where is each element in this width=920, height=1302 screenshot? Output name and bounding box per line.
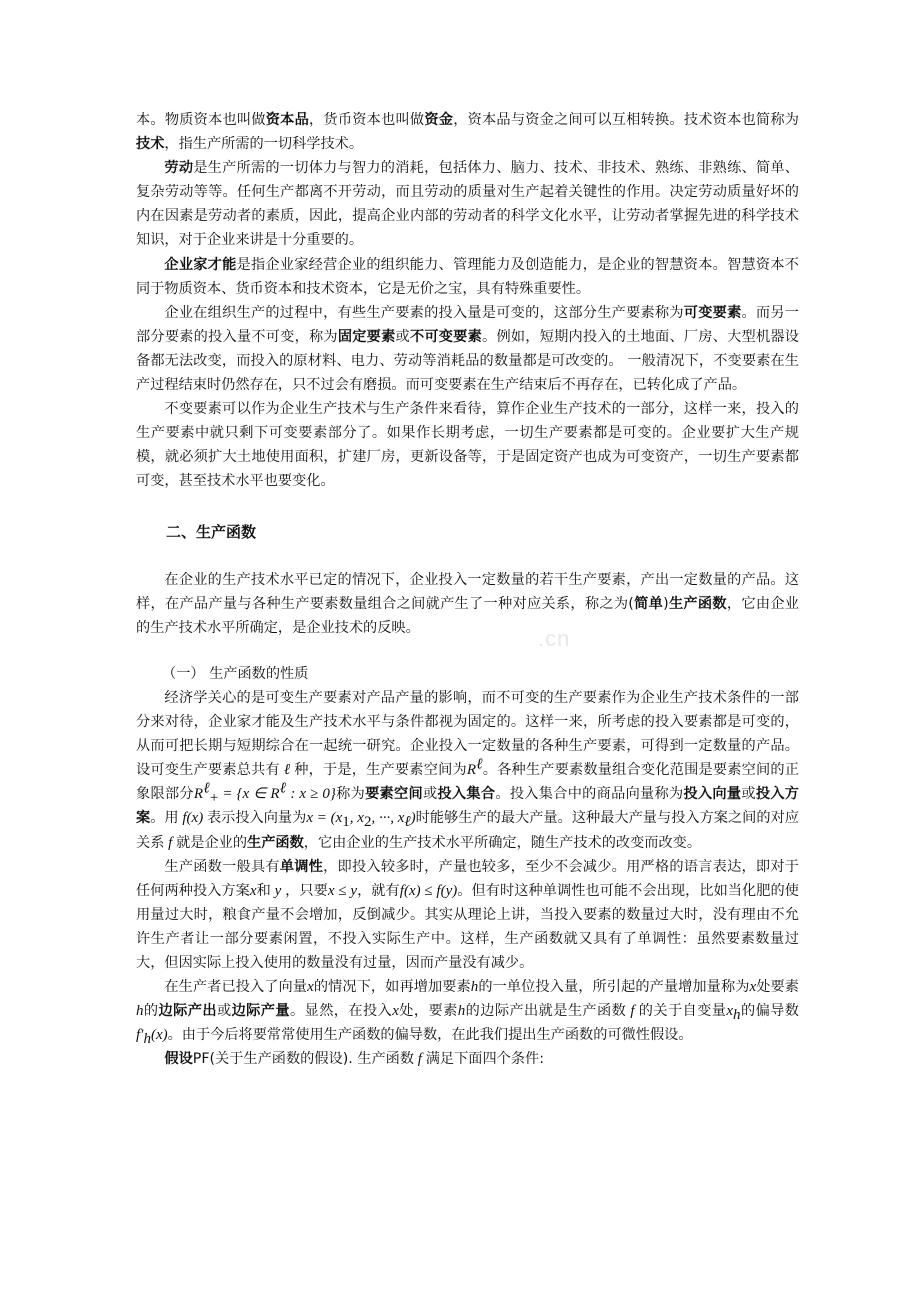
document-body [136,108,799,1071]
section-heading-production-function: 二、生产函数 [166,522,257,541]
paragraph-entrepreneurship: 企业家才能是指企业家经营企业的组织能力、管理能力及创造能力，是企业的智慧资本。智慧资本不同于物质资本、货币资本和技术资本，它是无价之宝，具有特殊重要性。 [136,256,799,297]
paragraph-variable-factors: 企业在组织生产的过程中，有些生产要素的投入量是可变的，这部分生产要素称为可变要素。而另一部分要素的投入量不可变，称为固定要素或不可变要素。例如，短期内投入的土地面、厂房、大型机器设备都无法改变，而投入的原材料、电力、劳动等消耗品的数量都是可改变的。 一般清况下，不变要素在生产过程结束时仍然存在，只不过会有磨损。而可变要素在生产结束后不再存在，已转化成了产品。 [136,304,799,394]
paragraph-capital: 本。物质资本也叫做资本品，货币资本也叫做资金，资本品与资金之间可以互相转换。技术资本也简称为技术，指生产所需的一切科学技术。 [136,112,799,153]
paragraph-assumption-pf: 假设PF(关于生产函数的假设). 生产函数 f 满足下面四个条件: [164,1051,544,1068]
paragraph-input-space: 经济学关心的是可变生产要素对产品产量的影响，而不可变的生产要素作为企业生产技术条件的一部分来对待，企业家才能及生产技术水平与条件都视为固定的。这样一来，所考虑的投入要素都是可变的，从而可把长期与短期综合在一起统一研究。企业投入一定数量的各种生产要素，可得到一定数量的产品。 设可变生产要素总共有 ℓ 种，于是，生产要素空间为$R^\ell$。各种生产要素数量组合变化范围是要素空间的正象限部分$R^\ell_+ = \{x$ ∈ $R^\ell$ : x ≥ 0}称为要素空间或投入集合。投入集合中的商品向量称为投入向量或投入方案。用 f(x) 表示投入向量为$x = (x_1$, $x_2$, ···, $x_\ell$)时能够生产的最大产量。这种最大产量与投入方案之间的对应关系 f 就是企业的生产函数，它由企业的生产技术水平所确定，随生产技术的改变而改变。 [136,689,799,851]
subsection-heading-properties: （一） 生产函数的性质 [162,665,309,682]
paragraph-fixed-factors: 不变要素可以作为企业生产技术与生产条件来看待，算作企业生产技术的一部分，这样一来，投入的生产要素中就只剩下可变要素部分了。如果作长期考虑，一切生产要素都是可变的。企业要扩大生产规模，就必须扩大土地使用面积，扩建厂房，更新设备等，于是固定资产也成为可变资产，一切生产要素都可变，甚至技术水平也要变化。 [136,401,799,490]
paragraph-production-function-definition: 在企业的生产技术水平已定的情况下，企业投入一定数量的若干生产要素，产出一定数量的产品。这样，在产品产量与各种生产要素数量组合之间就产生了一种对应关系，称之为(简单)生产函数，它由企业的生产技术水平所确定，是企业技术的反映。 [136,571,799,636]
paragraph-labor: 劳动是生产所需的一切体力与智力的消耗，包括体力、脑力、技术、非技术、熟练、非熟练、简单、复杂劳动等等。任何生产都离不开劳动，而且劳动的质量对生产起着关键性的作用。决定劳动质量好坏的内在因素是劳动者的素质，因此，提高企业内部的劳动者的科学文化水平，让劳动者掌握先进的科学技术知识，对于企业来讲是十分重要的。 [136,160,799,249]
paragraph-monotonicity: 生产函数一般具有单调性，即投入较多时，产量也较多，至少不会减少。用严格的语言表达，即对于任何两种投入方案x和 y ，只要x ≤ y，就有f(x) ≤ f(y)。但有时这种单调性也可能不会出现，比如当化肥的使用量过大时，粮食产量不会增加，反倒减少。其实从理论上讲，当投入要素的数量过大时，没有理由不允许生产者让一部分要素闲置，不投入实际生产中。这样，生产函数就又具有了单调性：虽然要素数量过大，但因实际上投入使用的数量没有过量，因而产量没有减少。 [136,858,799,971]
paragraph-marginal-product: 在生产者已投入了向量x的情况下，如再增加要素h的一单位投入量，所引起的产量增加量称为x处要素h的边际产出或边际产量。显然，在投入x处，要素h的边际产出就是生产函数 f 的关于自变量$x_h$的偏导数$f'_h(x)$。由于今后将要常常使用生产函数的偏导数，在此我们提出生产函数的可微性假设。 [136,979,799,1048]
watermark: .cn [538,626,571,651]
